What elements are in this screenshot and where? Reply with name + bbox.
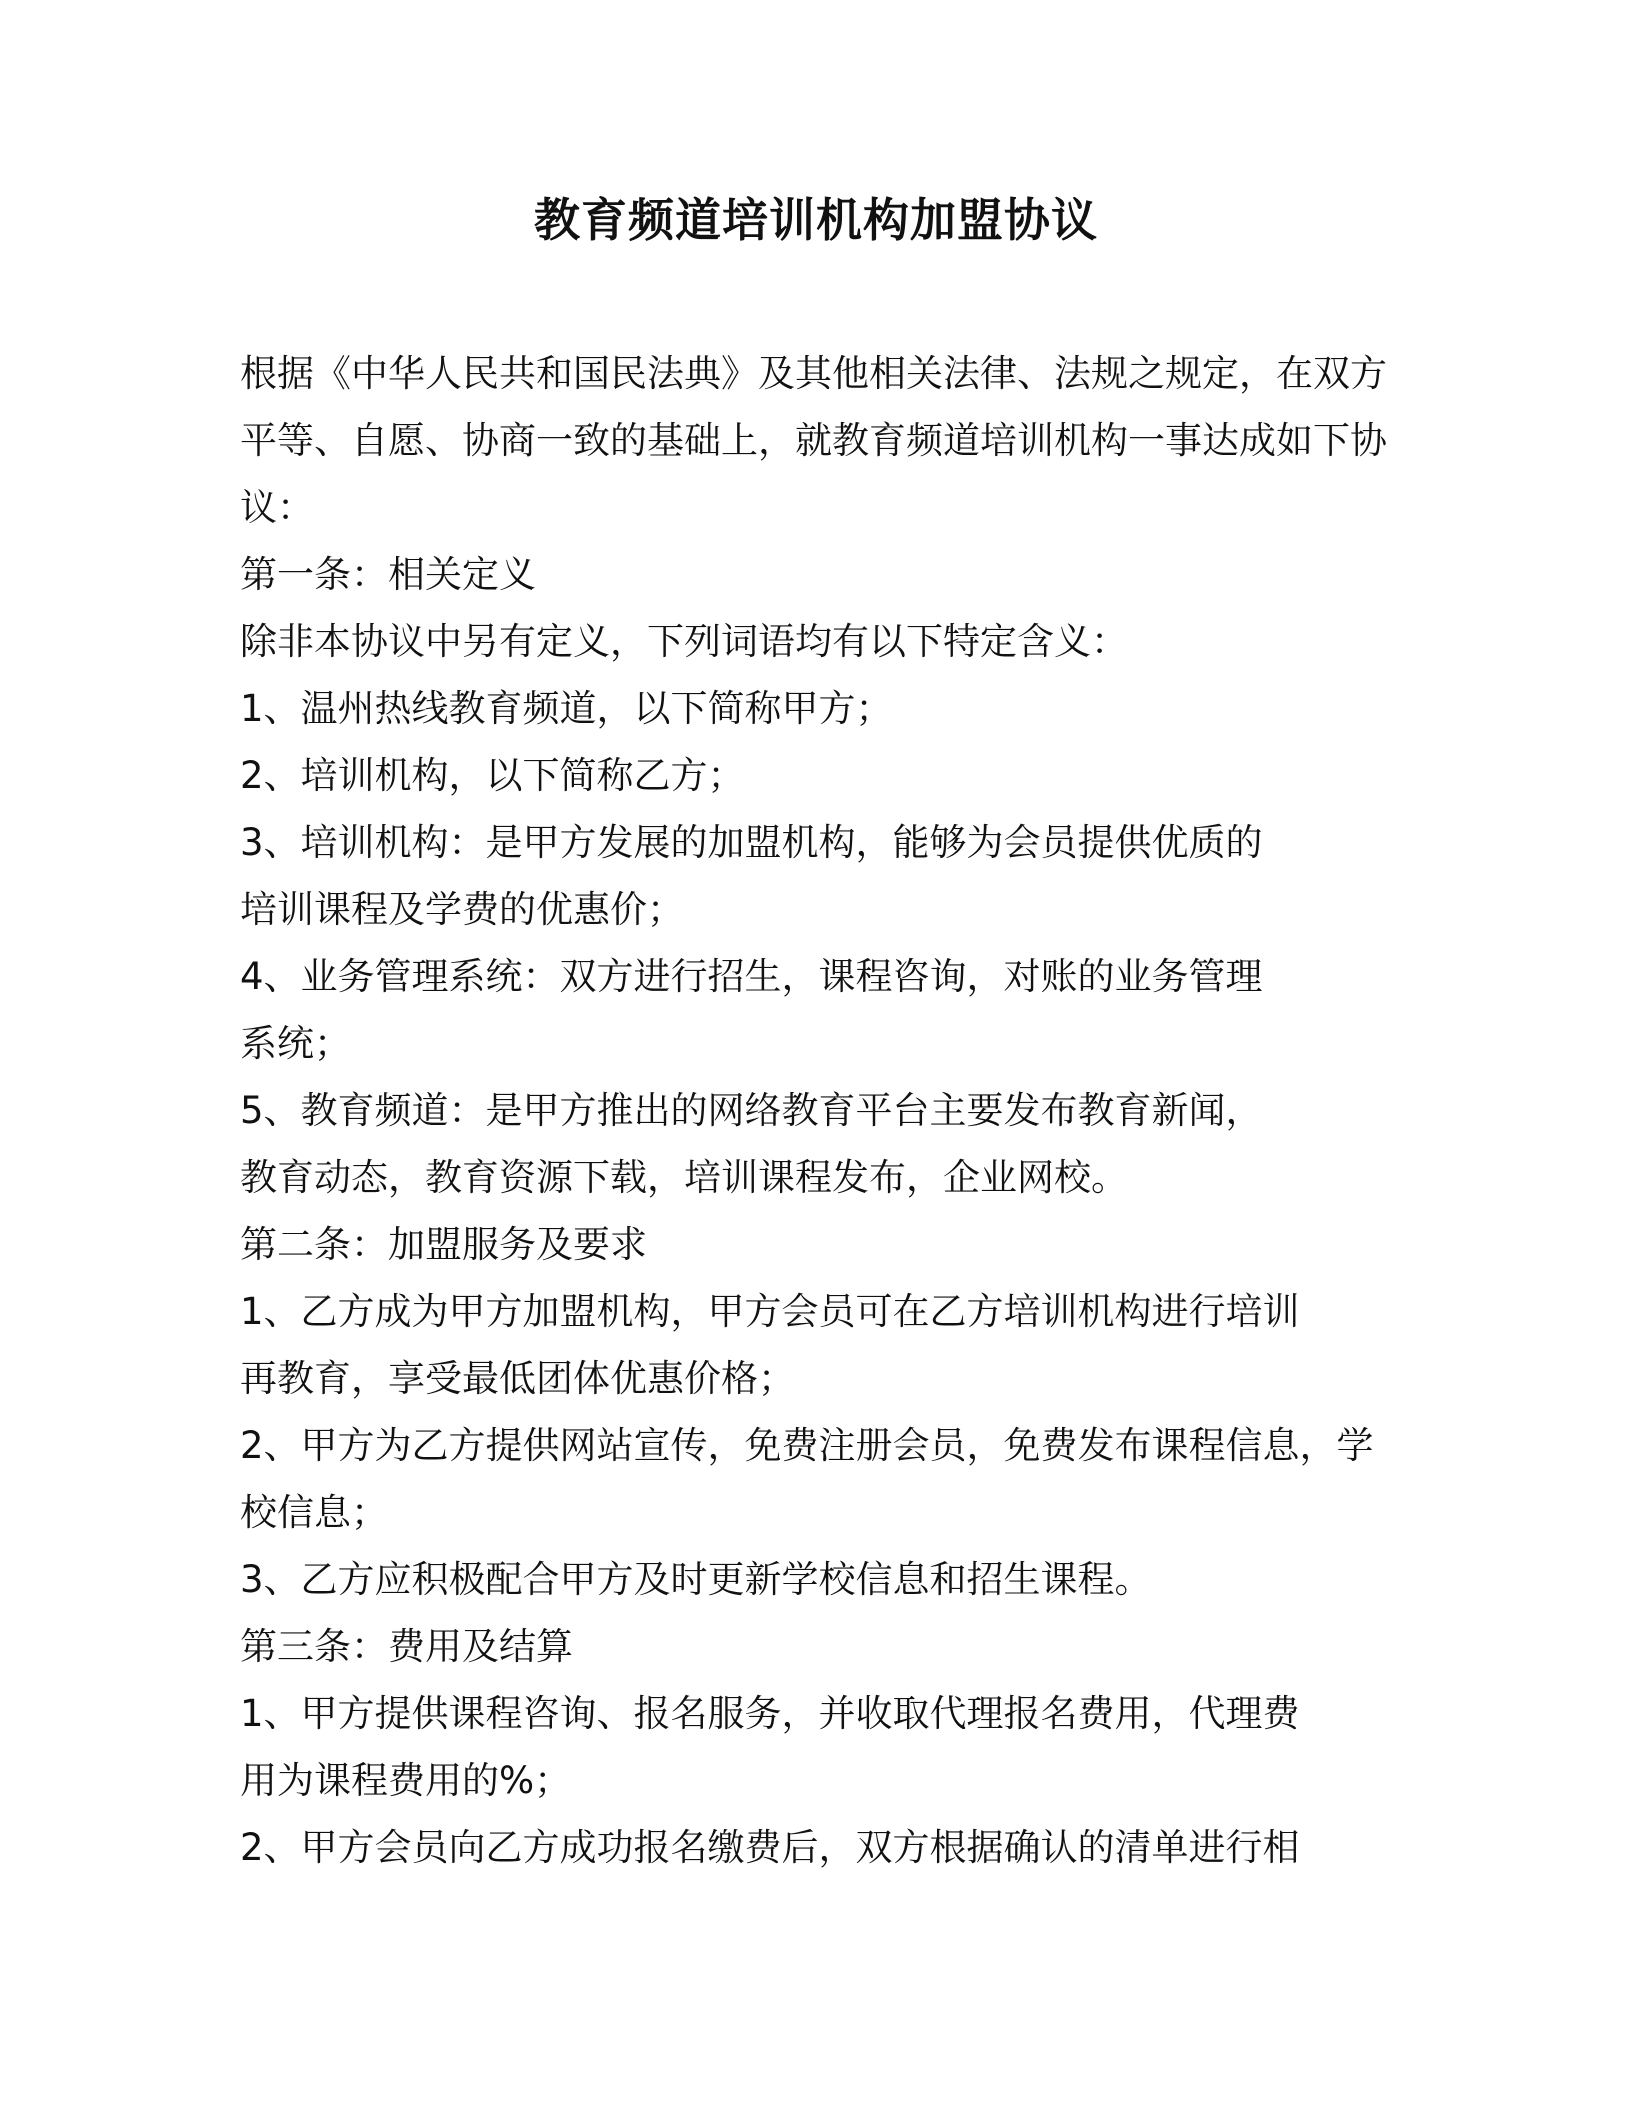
section-heading: 第二条：加盟服务及要求 [240, 1223, 647, 1266]
list-item-continuation: 再教育，享受最低团体优惠价格； [240, 1357, 795, 1400]
list-item: 3、乙方应积极配合甲方及时更新学校信息和招生课程。 [240, 1558, 1152, 1601]
list-item: 3、培训机构：是甲方发展的加盟机构，能够为会员提供优质的 [240, 821, 1263, 864]
section-heading: 第一条：相关定义 [240, 553, 536, 596]
paragraph-line: 平等、自愿、协商一致的基础上，就教育频道培训机构一事达成如下协 [240, 419, 1387, 462]
paragraph-line: 议： [240, 486, 314, 529]
list-item: 1、乙方成为甲方加盟机构，甲方会员可在乙方培训机构进行培训 [240, 1290, 1300, 1333]
list-item: 4、业务管理系统：双方进行招生，课程咨询，对账的业务管理 [240, 955, 1263, 998]
list-item: 1、温州热线教育频道，以下简称甲方； [240, 687, 893, 730]
paragraph-line: 除非本协议中另有定义，下列词语均有以下特定含义： [240, 620, 1128, 663]
list-item-continuation: 校信息； [240, 1491, 388, 1534]
list-item: 2、甲方为乙方提供网站宣传，免费注册会员，免费发布课程信息，学 [240, 1424, 1374, 1467]
paragraph-line: 根据《中华人民共和国民法典》及其他相关法律、法规之规定，在双方 [240, 352, 1387, 395]
list-item-continuation: 培训课程及学费的优惠价； [240, 888, 684, 931]
list-item: 5、教育频道：是甲方推出的网络教育平台主要发布教育新闻， [240, 1089, 1263, 1132]
list-item: 1、甲方提供课程咨询、报名服务，并收取代理报名费用，代理费 [240, 1692, 1300, 1735]
document-title: 教育频道培训机构加盟协议 [534, 193, 1098, 247]
section-heading: 第三条：费用及结算 [240, 1625, 573, 1668]
list-item-continuation: 系统； [240, 1022, 351, 1065]
list-item: 2、甲方会员向乙方成功报名缴费后，双方根据确认的清单进行相 [240, 1826, 1300, 1869]
document-body [240, 340, 1390, 1881]
list-item-continuation: 教育动态，教育资源下载，培训课程发布，企业网校。 [240, 1156, 1128, 1199]
list-item-continuation: 用为课程费用的%； [240, 1759, 572, 1802]
list-item: 2、培训机构，以下简称乙方； [240, 754, 745, 797]
